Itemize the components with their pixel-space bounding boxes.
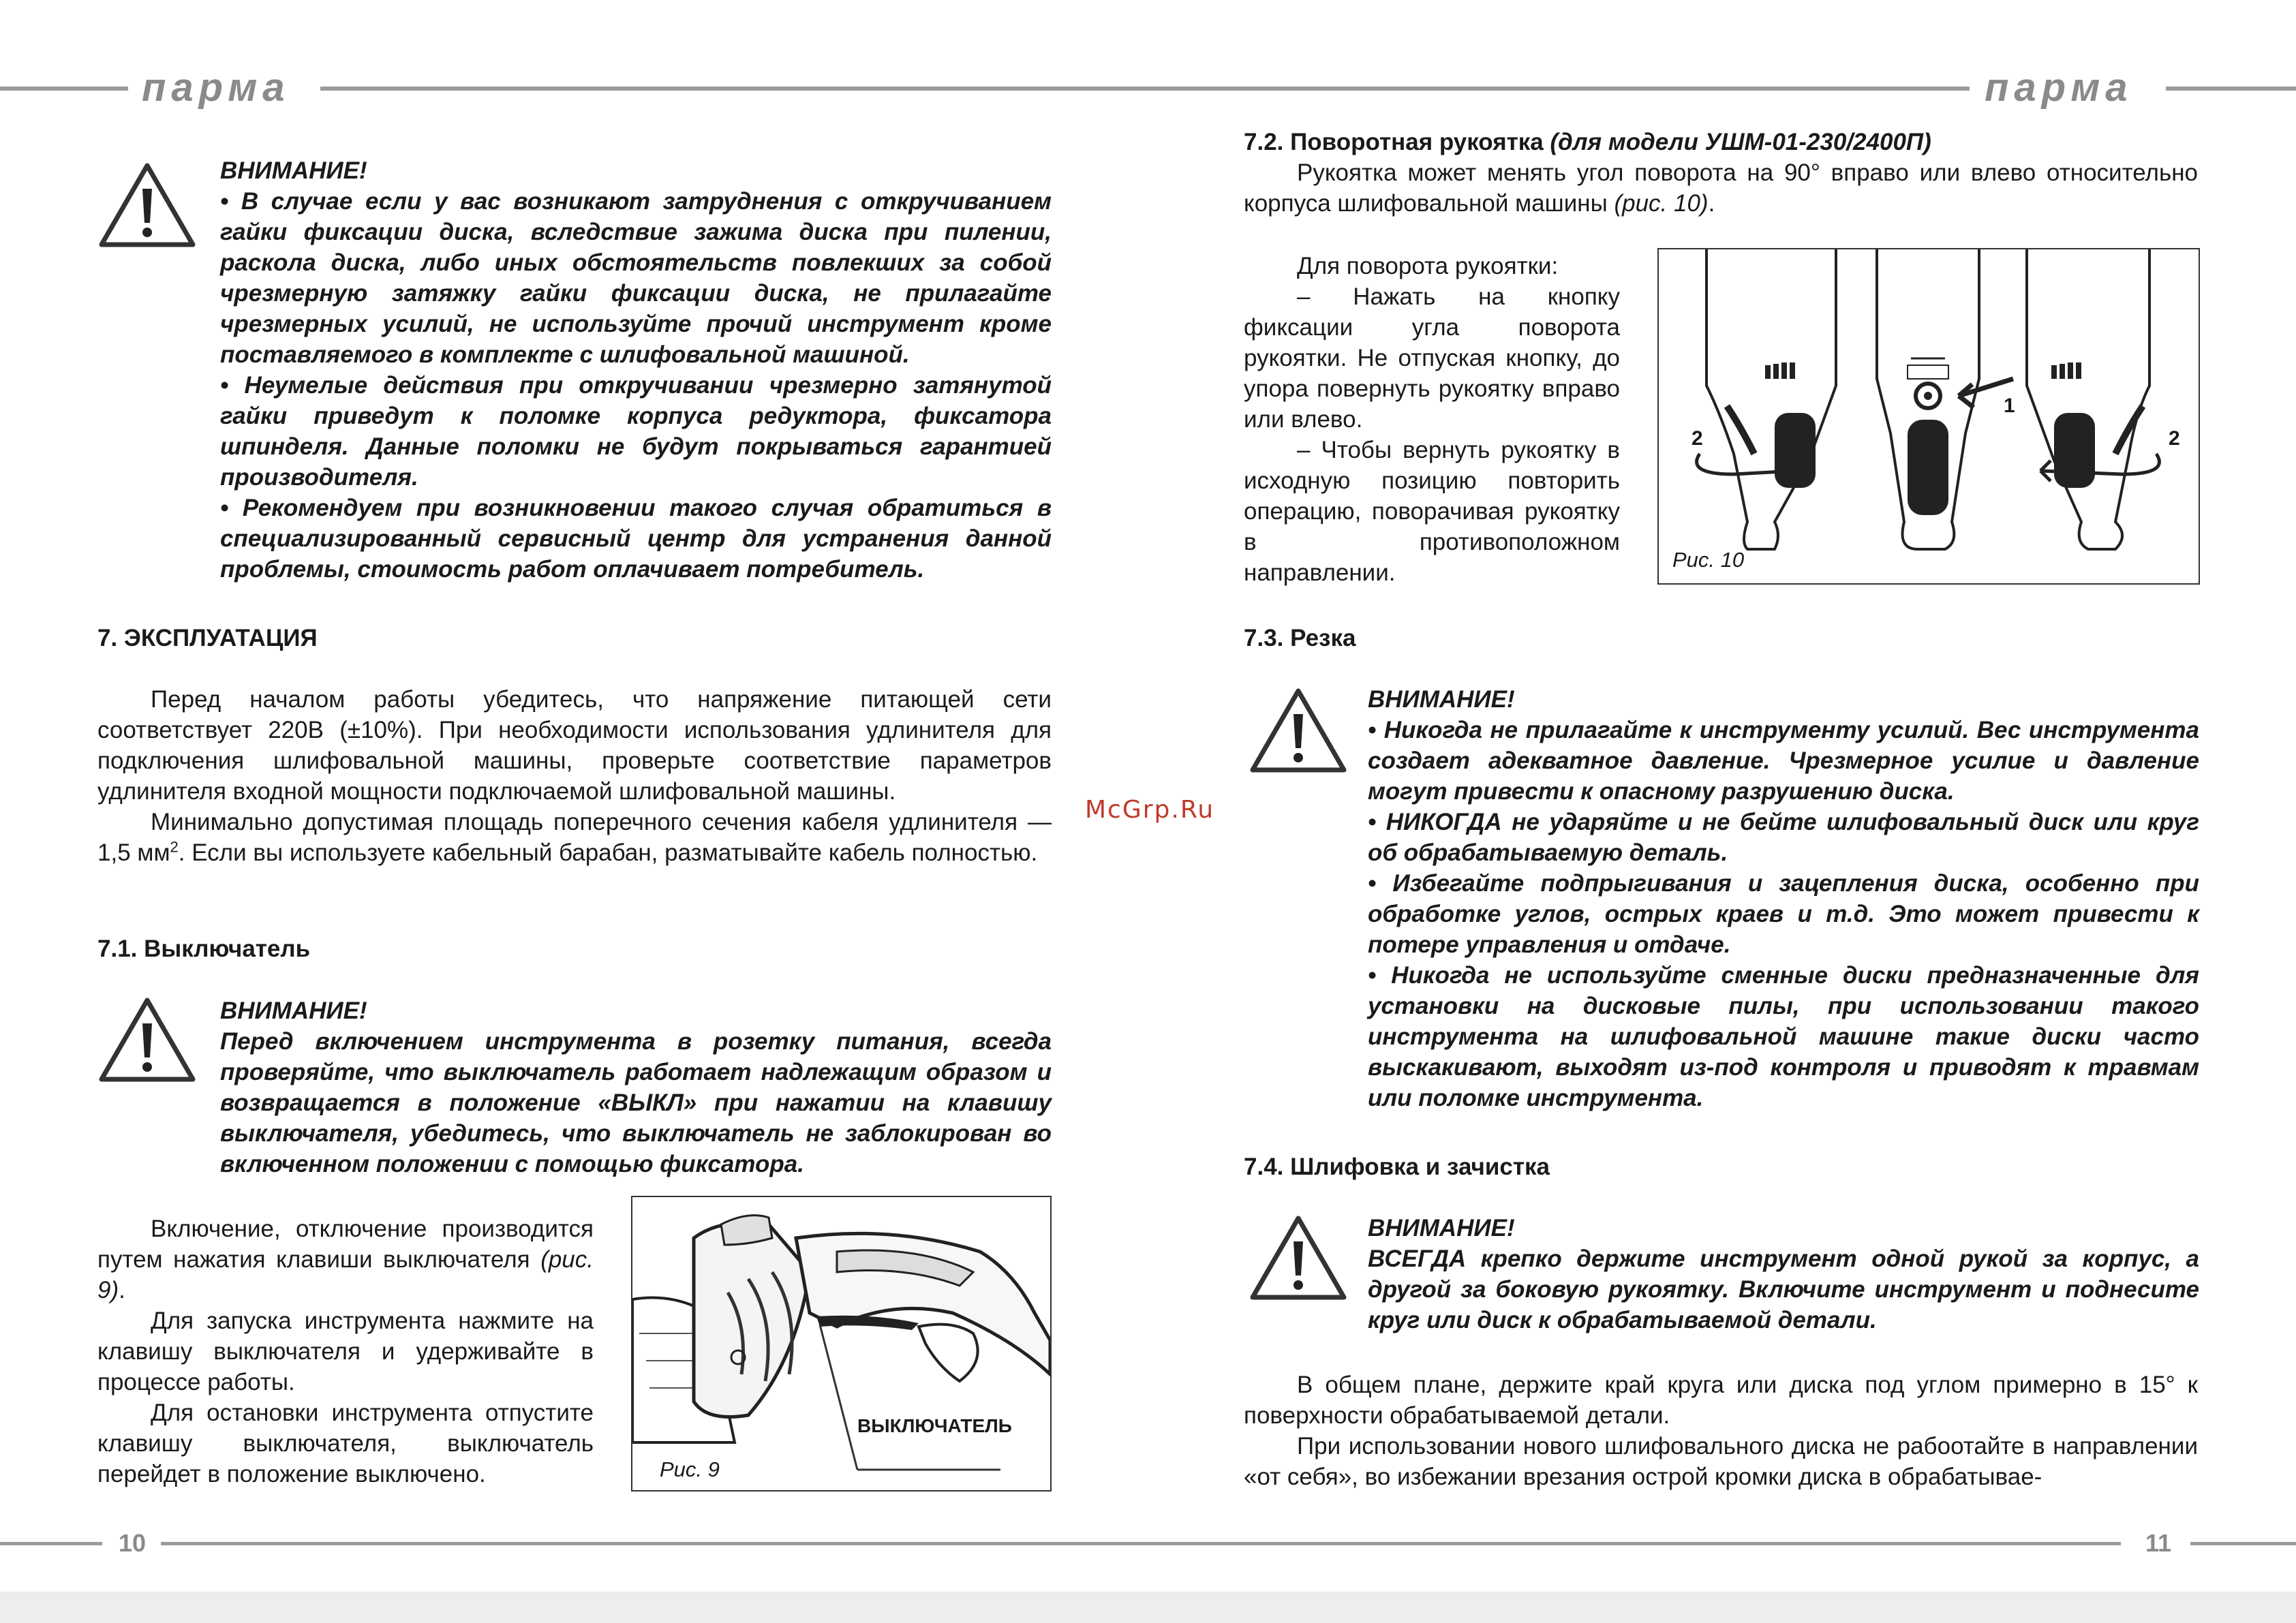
section-heading-operation: 7. ЭКСПЛУАТАЦИЯ — [97, 625, 318, 651]
warning-title: ВНИМАНИЕ! — [220, 157, 367, 184]
handle-illustration — [1659, 249, 2199, 583]
body-paragraph: Минимально допустимая площадь поперечного сечения кабеля удлинителя — 1,5 $мм^2$. Если вы используете кабельный барабан, разматывайте кабель полностью. — [97, 809, 1052, 866]
body-paragraph: Для поворота рукоятки: — [1297, 253, 1559, 279]
warning-triangle-icon — [1249, 1214, 1348, 1301]
page-number-left: 10 — [119, 1529, 147, 1557]
body-paragraph: – Нажать на кнопку фиксации угла поворота рукоятки. Не отпуская кнопку, до упора повернуть рукоятку вправо или влево. — [1244, 283, 1620, 433]
warning-paragraph: • Избегайте подпрыгивания и зацепления диска, особенно при обработке углов, острых краев и т.д. Это может привести к потере управления и отдаче. — [1368, 870, 2199, 958]
rotating-handle-steps — [1244, 251, 1620, 588]
body-paragraph: Для остановки инструмента отпустите клавишу выключателя, выключатель перейдет в положение выключено. — [97, 1400, 594, 1487]
warning-block-cutting — [1368, 684, 2199, 1113]
figure-callout-1: 1 — [2004, 395, 2015, 417]
warning-title: ВНИМАНИЕ! — [220, 998, 367, 1024]
footer-rule-left — [0, 1542, 102, 1545]
body-paragraph: При использовании нового шлифовального диска не рабоотайте в направлении «от себя», во избежании врезания острой кромки диска в обрабатывае- — [1244, 1433, 2198, 1490]
warning-triangle-icon — [1249, 687, 1348, 774]
warning-paragraph: • НИКОГДА не ударяйте и не бейте шлифовальный диск или круг об обрабатываемую деталь. — [1368, 809, 2199, 866]
section-heading-switch: 7.1. Выключатель — [97, 936, 311, 962]
watermark: McGrp.Ru — [1085, 796, 1215, 824]
warning-paragraph: • В случае если у вас возникают затруднения с откручиванием гайки фиксации диска, вследствие зажима диска при пилении, раскола диска, либо иных обстоятельств повлекших за собой чрезмерную затяжку гайки фиксации диска, не прилагайте чрезмерных усилий, не используйте прочий инструмент кроме поставляемого в комплекте с шлифовальной машиной. — [220, 188, 1052, 368]
section-heading-grinding: 7.4. Шлифовка и зачистка — [1244, 1154, 1550, 1180]
warning-paragraph: • Неумелые действия при откручивании чрезмерно затянутой гайки приведут к поломке корпуса редуктора, фиксатора шпинделя. Данные поломки не будут покрываться гарантией производителя. — [220, 372, 1052, 491]
warning-paragraph: • Никогда не используйте сменные диски предназначенные для установки на дисковые пилы, при использовании такого инструмента на шлифовальной машине такие диски часто выскакивают, выходят из-под контроля и приводят к травмам или поломке инструмента. — [1368, 962, 2199, 1111]
section-heading-rotating-handle: 7.2. Поворотная рукоятка (для модели УШМ-01-230/2400П) — [1244, 129, 1931, 155]
warning-title: ВНИМАНИЕ! — [1368, 686, 1515, 713]
header-rule-center — [320, 87, 1970, 91]
figure-callout-label: ВЫКЛЮЧАТЕЛЬ — [857, 1415, 1012, 1436]
figure-callout-2-left: 2 — [1692, 427, 1703, 450]
figure-9-grinder-switch — [631, 1196, 1052, 1491]
warning-block-switch — [220, 995, 1052, 1179]
brand-logo-left: парма — [142, 65, 290, 110]
warning-paragraph: Перед включением инструмента в розетку питания, всегда проверяйте, что выключатель работает надлежащим образом и возвращается в положение «ВЫКЛ» при нажатии на клавишу выключателя, убедитесь, что выключатель не заблокирован во включенном положении с помощью фиксатора. — [220, 1028, 1052, 1177]
body-paragraph: Рукоятка может менять угол поворота на 90° вправо или влево относительно корпуса шлифовальной машины (рис. 10). — [1244, 159, 2198, 217]
warning-block-grinding — [1368, 1213, 2199, 1335]
figure-10-rotating-handle — [1657, 248, 2200, 585]
warning-paragraph: ВСЕГДА крепко держите инструмент одной рукой за корпус, а другой за боковую рукоятку. Включите инструмент и поднесите круг или диск к обрабатываемой детали. — [1368, 1246, 2199, 1333]
body-paragraph: Включение, отключение производится путем нажатия клавиши выключателя (рис. 9). — [97, 1216, 594, 1303]
warning-title: ВНИМАНИЕ! — [1368, 1215, 1515, 1241]
body-paragraph: – Чтобы вернуть рукоятку в исходную позицию повторить операцию, поворачивая рукоятку в противоположном направлении. — [1244, 437, 1620, 586]
figure-callout-2-right: 2 — [2169, 427, 2180, 450]
body-paragraph: Для запуска инструмента нажмите на клавишу выключателя и удерживайте в процессе работы. — [97, 1308, 594, 1395]
figure-caption: Рис. 9 — [660, 1457, 720, 1481]
body-paragraph: В общем плане, держите край круга или диска под углом примерно в 15° к поверхности обрабатываемой детали. — [1244, 1372, 2198, 1429]
warning-block-disc-nut — [220, 155, 1052, 585]
grinding-body — [1244, 1370, 2198, 1492]
brand-logo-right: парма — [1985, 65, 2133, 110]
warning-paragraph: • Никогда не прилагайте к инструменту усилий. Вес инструмента создает адекватное давление. Чрезмерное усилие и давление могут привести к опасному разрушению диска. — [1368, 717, 2199, 805]
header-rule-left — [0, 87, 128, 91]
section-heading-cutting: 7.3. Резка — [1244, 625, 1356, 651]
page-number-right: 11 — [2145, 1529, 2172, 1557]
footer-rule-center — [161, 1542, 2121, 1545]
rotating-handle-intro — [1244, 157, 2198, 219]
figure-caption: Рис. 10 — [1672, 548, 1745, 572]
footer-rule-right — [2190, 1542, 2296, 1545]
warning-paragraph: • Рекомендуем при возникновении такого случая обратиться в специализированный сервисный центр для устранения данной проблемы, стоимость работ оплачивает потребитель. — [220, 495, 1052, 583]
header-rule-right — [2166, 87, 2296, 91]
warning-triangle-icon — [97, 161, 197, 249]
grinder-illustration — [632, 1197, 1050, 1490]
warning-triangle-icon — [97, 996, 197, 1083]
switch-instructions — [97, 1214, 594, 1489]
page-bottom-band — [0, 1592, 2296, 1623]
body-paragraph: Перед началом работы убедитесь, что напряжение питающей сети соответствует 220В (±10%). При необходимости использования удлинителя для подключения шлифовальной машины, проверьте соответствие параметров удлинителя входной мощности подключаемой шлифовальной машины. — [97, 686, 1052, 805]
section-operation-body — [97, 684, 1052, 868]
